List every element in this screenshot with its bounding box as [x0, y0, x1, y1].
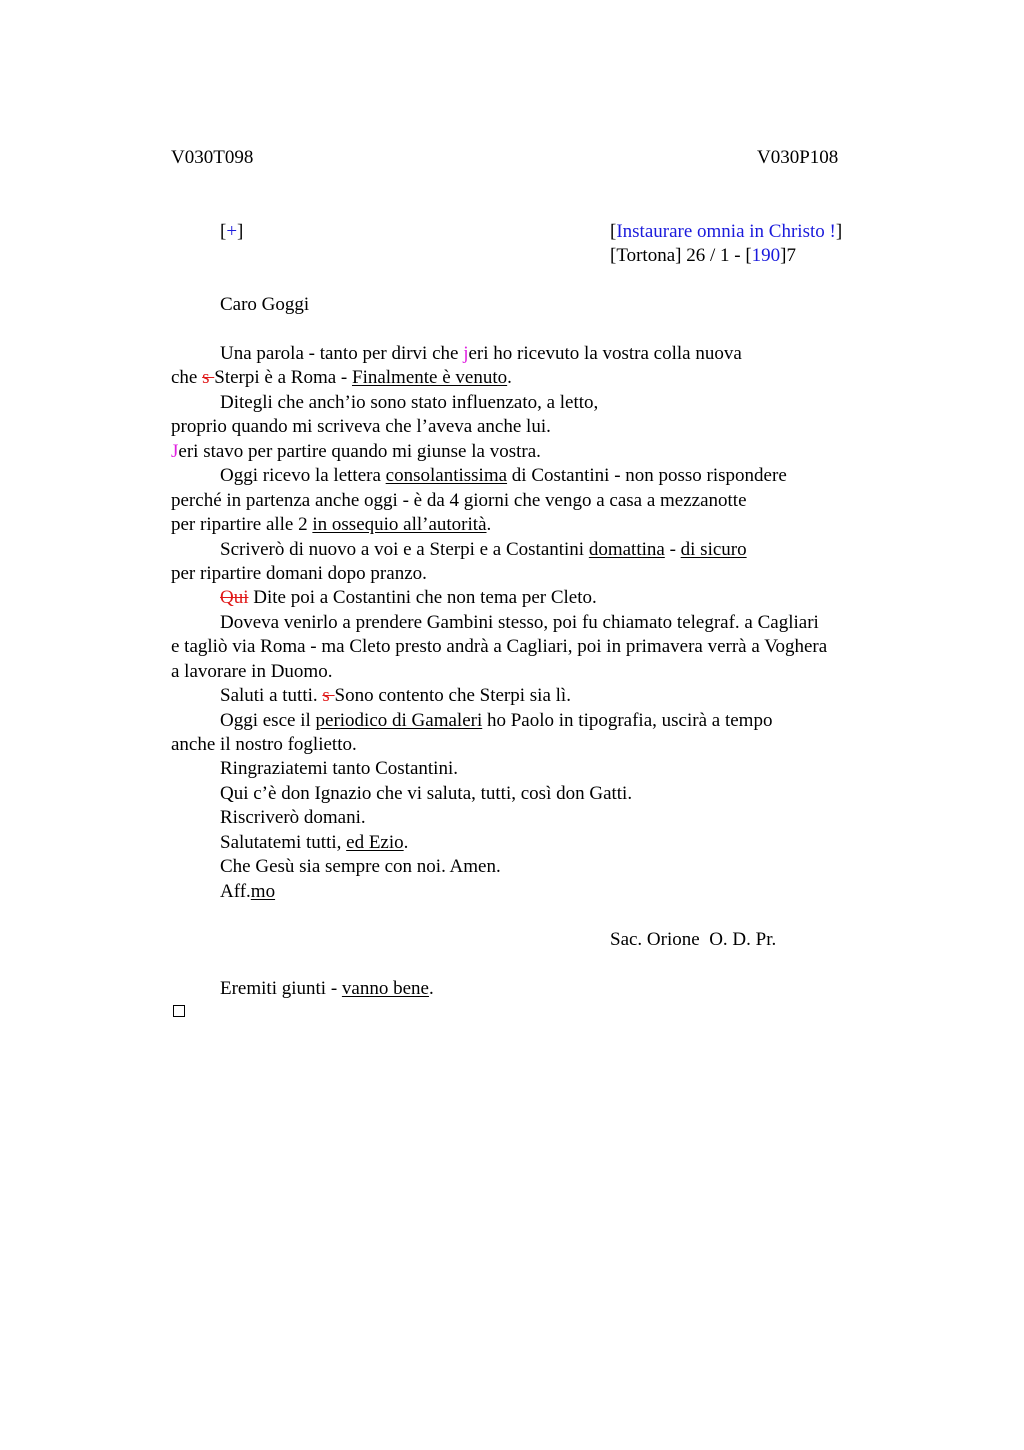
body-line [171, 440, 931, 464]
underlined-text: ed Ezio [346, 831, 404, 853]
document-code-left: V030T098 [171, 147, 254, 168]
cross-icon: + [226, 221, 238, 242]
salutation: Caro Goggi [220, 294, 310, 315]
body-line: Doveva venirlo a prendere Gambini stesso, poi fu chiamato telegraf. a Cagliari [220, 611, 819, 633]
body-line: Qui c’è don Ignazio che vi saluta, tutti, così don Gatti. [220, 782, 633, 804]
end-of-document-square-icon [173, 1005, 185, 1017]
underlined-text: Finalmente è venuto [352, 367, 508, 389]
text: . [507, 367, 512, 389]
underlined-text: in ossequio all’autorità [312, 514, 487, 536]
body-line [171, 464, 931, 488]
text: Dite poi a Costantini che non tema per Cleto. [248, 587, 597, 609]
postscript [220, 977, 434, 1001]
text: Una parola - tanto per dirvi che [220, 343, 464, 364]
body-line [171, 342, 931, 366]
dateline-year-insert: 190 [751, 245, 781, 266]
text: . [428, 978, 434, 999]
text: Aff. [220, 880, 251, 902]
body-line: per ripartire domani dopo pranzo. [171, 562, 427, 584]
text: . [403, 831, 409, 853]
text: per ripartire alle 2 [171, 514, 313, 536]
text: Oggi ricevo la lettera [220, 465, 386, 487]
dateline-suffix: ]7 [780, 245, 796, 266]
text: di Costantini - non posso rispondere [507, 465, 787, 487]
body-line: anche il nostro foglietto. [171, 734, 357, 755]
body-line: Che Gesù sia sempre con noi. Amen. [220, 856, 501, 878]
body-line: Ringraziatemi tanto Costantini. [220, 758, 458, 780]
text: Saluti a tutti. [220, 685, 323, 707]
body-line [171, 586, 931, 610]
underlined-text: di sicuro [680, 538, 747, 560]
body-line: proprio quando mi scriveva che l’aveva anche lui. [171, 416, 551, 438]
document-code-right: V030P108 [757, 147, 839, 168]
dateline-prefix: [Tortona] 26 / 1 - [ [610, 245, 752, 266]
bracket: [ [610, 221, 617, 242]
text: Oggi esce il [220, 709, 316, 731]
body-line: e tagliò via Roma - ma Cleto presto andrà a Cagliari, poi in primavera verrà a Voghera [171, 636, 828, 658]
deletion: s [322, 685, 335, 707]
bracket: ] [835, 221, 843, 242]
text: . [486, 514, 492, 536]
motto [610, 220, 842, 244]
text: Eremiti giunti - [220, 978, 342, 999]
text: - [664, 538, 681, 560]
body-line: perché in partenza anche oggi - è da 4 giorni che vengo a casa a mezzanotte [171, 489, 747, 511]
underlined-text: mo [250, 880, 276, 902]
underlined-text: domattina [588, 538, 665, 560]
underlined-text: vanno bene [341, 978, 429, 999]
body-line [171, 831, 931, 855]
deletion: Qui [220, 587, 249, 609]
cross-mark [220, 220, 243, 244]
correction: J [171, 440, 179, 462]
body-line: a lavorare in Duomo. [171, 660, 333, 682]
text: eri stavo per partire quando mi giunse la vostra. [178, 440, 541, 462]
signature: Sac. Orione O. D. Pr. [610, 929, 777, 950]
text: eri ho ricevuto la vostra colla nuova [468, 343, 742, 364]
dateline [610, 244, 796, 268]
closing [171, 880, 931, 904]
body-line [171, 538, 931, 562]
text: Scriverò di nuovo a voi e a Sterpi e a Costantini [220, 538, 589, 560]
body-line [171, 513, 931, 537]
body-line: Riscriverò domani. [220, 807, 366, 829]
text: Salutatemi tutti, [220, 831, 347, 853]
deletion: s [202, 367, 215, 389]
underlined-text: consolantissima [385, 465, 508, 487]
text: ho Paolo in tipografia, uscirà a tempo [482, 709, 773, 731]
text: che [171, 367, 203, 389]
text: Sono contento che Sterpi sia lì. [334, 685, 571, 707]
body-line [171, 709, 931, 733]
motto-text: Instaurare omnia in Christo ! [616, 221, 836, 242]
underlined-text: periodico di Gamaleri [315, 709, 483, 731]
body-line [171, 684, 931, 708]
bracket: [ [220, 221, 227, 242]
letter-body [171, 342, 931, 904]
text: Sterpi è a Roma - [214, 367, 352, 389]
body-line: Ditegli che anch’io sono stato influenzato, a letto, [220, 391, 599, 413]
correction: j [463, 343, 469, 364]
bracket: ] [237, 221, 244, 242]
body-line [171, 366, 931, 390]
